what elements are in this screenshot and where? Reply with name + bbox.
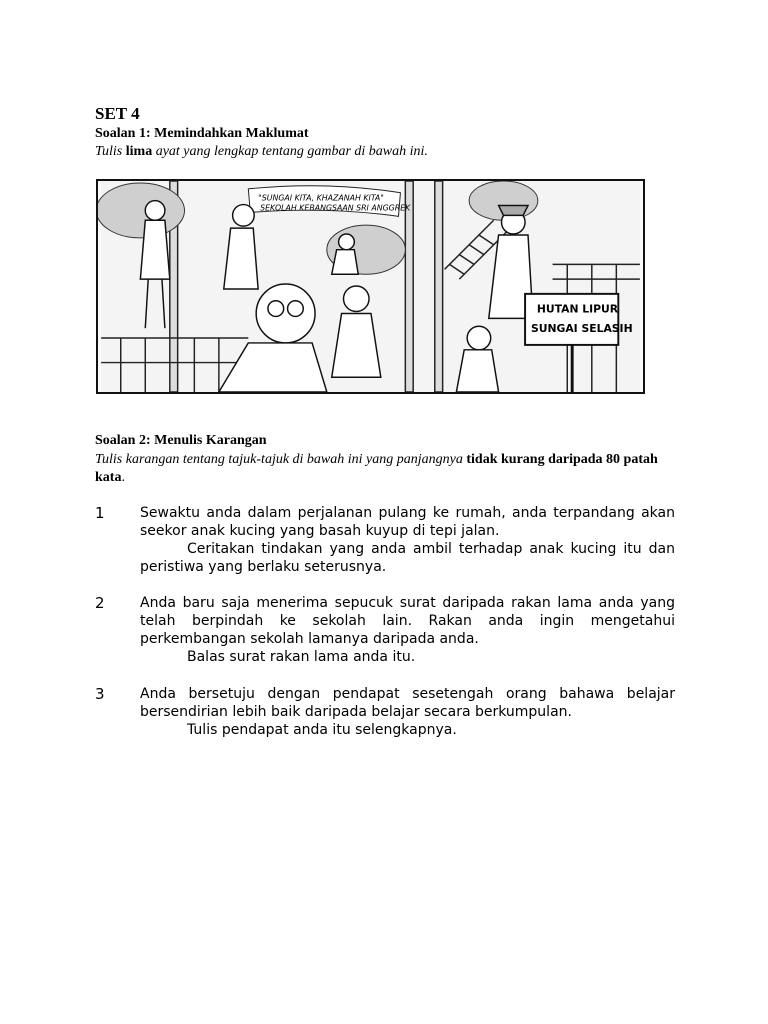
instruction-text: Tulis <box>95 144 126 159</box>
topic-number: 1 <box>95 504 105 522</box>
question-2-instruction <box>95 451 685 487</box>
topic-prompt: Anda bersetuju dengan pendapat sesetengah orang bahawa belajar bersendirian lebih baik daripada belajar secara berkumpulan. <box>140 686 675 720</box>
sign-line-2: SUNGAI SELASIH <box>530 322 633 336</box>
topic-task: Tulis pendapat anda itu selengkapnya. <box>187 722 457 738</box>
topic-task: Ceritakan tindakan yang anda ambil terhadap anak kucing itu dan peristiwa yang berlaku seterusnya. <box>140 541 675 575</box>
set-title: SET 4 <box>95 104 140 123</box>
topic-prompt: Sewaktu anda dalam perjalanan pulang ke rumah, anda terpandang akan seekor anak kucing yang basah kuyup di tepi jalan. <box>140 505 675 539</box>
sign-line-1: HUTAN LIPUR <box>536 302 619 316</box>
topic-task: Balas surat rakan lama anda itu. <box>187 649 416 665</box>
instruction-text: . <box>121 470 125 485</box>
topic-number: 3 <box>95 685 105 703</box>
instruction-text: ayat yang lengkap tentang gambar di bawah ini. <box>152 144 428 159</box>
instruction-text: Tulis karangan tentang tajuk-tajuk di bawah ini yang panjangnya <box>95 452 467 467</box>
question-1-instruction <box>95 143 685 161</box>
question-1-heading: Soalan 1: Memindahkan Maklumat <box>95 126 309 141</box>
topic-body <box>140 685 675 739</box>
topic-body <box>140 594 675 666</box>
topic-number: 2 <box>95 594 105 612</box>
instruction-emphasis: lima <box>125 144 153 159</box>
comic-illustration <box>96 179 645 394</box>
instruction-emphasis: tidak kurang daripada 80 patah kata <box>95 452 658 485</box>
topic-body <box>140 504 675 576</box>
comic-banner-line-1: "SUNGAI KITA, KHAZANAH KITA" <box>258 193 384 203</box>
topic-prompt: Anda baru saja menerima sepucuk surat daripada rakan lama anda yang telah berpindah ke sekolah lain. Rakan anda ingin mengetahui perkembangan sekolah lamanya daripada anda. <box>140 595 675 647</box>
question-2-heading: Soalan 2: Menulis Karangan <box>95 433 267 448</box>
comic-svg <box>98 181 643 392</box>
comic-banner-line-2: SEKOLAH KEBANGSAAN SRI ANGGREK <box>260 203 411 213</box>
